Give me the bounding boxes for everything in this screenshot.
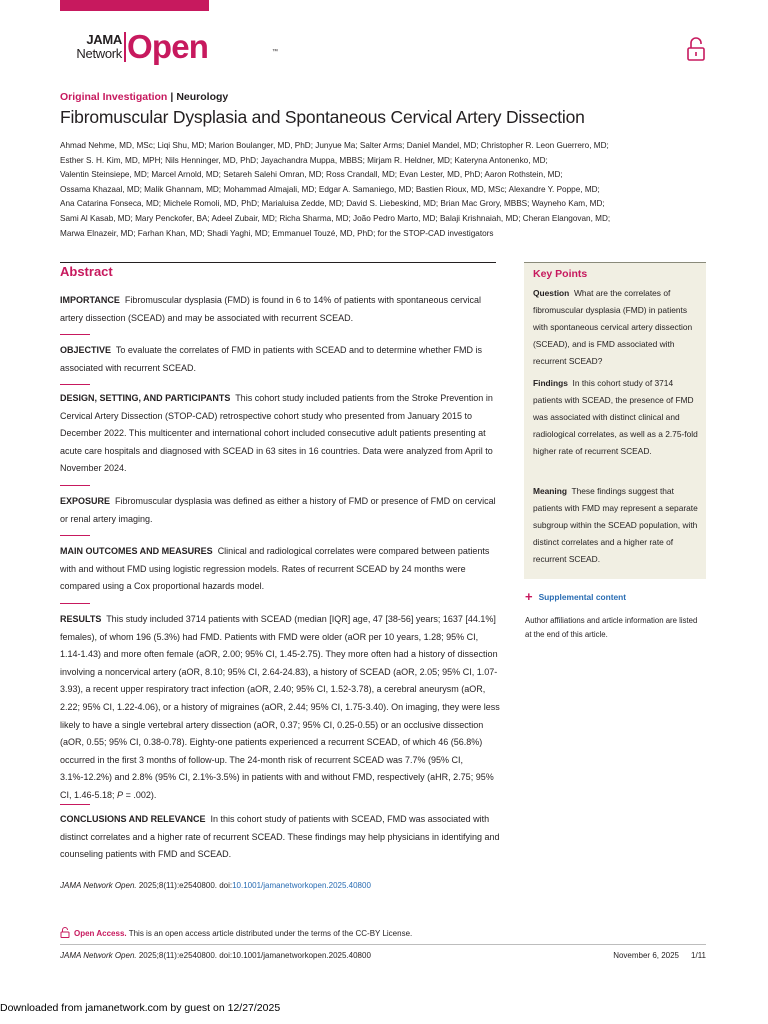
abstract-heading: Abstract: [60, 264, 113, 279]
abstract-top-rule: [60, 262, 496, 263]
section-text: To evaluate the correlates of FMD in patients with SCEAD and to determine whether FMD is associated with recurrent SCEAD.: [60, 345, 483, 373]
top-accent-bar: [60, 0, 209, 11]
abstract-importance: [60, 292, 500, 327]
abstract-divider: [60, 535, 90, 536]
abstract-results: [60, 611, 500, 805]
key-point-text: These findings suggest that patients with FMD may represent a separate subgroup within the SCEAD population, with distinct correlates and a higher rate of recurrent SCEAD.: [533, 486, 698, 564]
p-value: = .002).: [123, 789, 157, 800]
key-point-meaning: [533, 483, 703, 568]
abstract-exposure: [60, 493, 500, 528]
abstract-objective: [60, 342, 500, 377]
key-point-question: [533, 285, 703, 370]
section-text: In this cohort study of patients with SCEAD, FMD was associated with distinct correlates and a higher rate of recurrent SCEAD. These findings may help physicians in identifying and counseling patients with FMD and SCEAD.: [60, 814, 500, 860]
abstract-divider: [60, 334, 90, 335]
open-access-label: Open Access.: [74, 929, 127, 938]
section-label: IMPORTANCE: [60, 295, 120, 305]
logo-trademark: ™: [272, 49, 278, 55]
section-text: This cohort study included patients from the Stroke Prevention in Cervical Artery Dissection (STOP-CAD) retrospective cohort study who presented from January 2015 to December 2022. This multicenter and international cohort included consecutive adult patients presenting at acute care hospitals and diagnosed with SCEAD in 63 sites in 16 countries. Data were analyzed from April to November 2024.: [60, 393, 493, 474]
doi-link[interactable]: 10.1001/jamanetworkopen.2025.40800: [232, 881, 371, 890]
author-line: Sami Al Kasab, MD; Mary Penckofer, BA; Adeel Zubair, MD; Richa Sharma, MD; João Pedro Marto, MD; Balaji Krishnaiah, MD; Cheran Elangovan, MD;: [60, 213, 611, 223]
section-text: Fibromuscular dysplasia (FMD) is found in 6 to 14% of patients with spontaneous cervical artery dissection (SCEAD) and may be associated with recurrent SCEAD.: [60, 295, 482, 323]
citation-journal: JAMA Network Open.: [60, 881, 137, 890]
footer-journal: JAMA Network Open.: [60, 951, 137, 960]
logo-open: Open: [127, 28, 209, 65]
plus-icon: +: [525, 589, 533, 604]
author-line: Ahmad Nehme, MD, MSc; Liqi Shu, MD; Marion Boulanger, MD, PhD; Junyue Ma; Salter Arms; Daniel Mandel, MD; Christopher R. Leon Guerrero, MD;: [60, 141, 609, 150]
footer-meta: [613, 950, 706, 962]
abstract-divider: [60, 485, 90, 486]
key-point-label: Question: [533, 288, 570, 298]
key-point-label: Findings: [533, 378, 568, 388]
open-access-statement: [60, 927, 412, 940]
footer-details: 2025;8(11):e2540800. doi:10.1001/jamanetworkopen.2025.40800: [136, 951, 371, 960]
page-number: 1/11: [691, 951, 706, 960]
footer-citation: [60, 950, 371, 962]
logo-network: Network: [76, 46, 122, 61]
abstract-design: [60, 390, 500, 478]
open-access-text: This is an open access article distributed under the terms of the CC-BY License.: [126, 929, 413, 938]
author-line: Valentin Steinsiepe, MD; Marcel Arnold, MD; Setareh Salehi Omran, MD; Ross Crandall, MD; Evan Lester, MD, PhD; Aaron Rothstein, MD;: [60, 170, 563, 180]
section-text: Clinical and radiological correlates were compared between patients with and without FMD using logistic regression models. Rates of recurrent SCEAD by 24 months were compared using a Cox proportional hazards model.: [60, 546, 490, 592]
abstract-divider: [60, 384, 90, 385]
section-text: Fibromuscular dysplasia was defined as either a history of FMD or presence of FMD on cervical or renal artery imaging.: [60, 496, 496, 524]
author-list: [60, 139, 710, 241]
author-line: Ossama Khazaal, MD; Malik Ghannam, MD; Mohammad Almajali, MD; Edgar A. Samaniego, MD; Bastien Rioux, MD, MSc; Alexandre Y. Poppe, MD;: [60, 184, 600, 194]
open-lock-icon: [60, 927, 70, 938]
article-topic: Neurology: [176, 91, 229, 103]
abstract-divider: [60, 603, 90, 604]
article-title: Fibromuscular Dysplasia and Spontaneous Cervical Artery Dissection: [60, 107, 585, 127]
section-label: RESULTS: [60, 614, 102, 624]
section-label: OBJECTIVE: [60, 345, 112, 355]
section-label: CONCLUSIONS AND RELEVANCE: [60, 814, 206, 824]
key-point-text: What are the correlates of fibromuscular dysplasia (FMD) in patients with spontaneous cervical artery dissection (SCEAD), and is FMD associated with recurrent SCEAD?: [533, 288, 693, 366]
abstract-outcomes: [60, 543, 500, 596]
affiliations-note: Author affiliations and article information are listed at the end of this article.: [525, 616, 698, 639]
key-points-heading: Key Points: [533, 268, 588, 280]
section-text: This study included 3714 patients with SCEAD (median [IQR] age, 47 [38-56] years; 1637 [44.1%] females), of whom 196 (5.3%) had FMD. Patients with FMD were older (aOR per 10 years, 1.28; 95% CI, 1.14-1.43) and more often female (aOR, 2.00; 95% CI, 1.45-2.75). They more often had a history of dissection involving a noncervical artery (aOR, 8.10; 95% CI, 2.64-24.83), a history of SCEAD (aOR, 2.05; 95% CI, 1.07-3.93), a recent upper respiratory tract infection (aOR, 2.40; 95% CI, 1.52-3.78), a cerebral aneurysm (aOR, 2.22; 95% CI, 1.22-4.06), or a history of migraines (aOR, 2.44; 95% CI, 1.75-3.40). On imaging, they were less likely to have a single vertebral artery dissection (aOR, 0.37; 95% CI, 0.25-0.55) or an occlusive dissection (aOR, 0.55; 95% CI, 0.38-0.78). Eighty-one patients experienced a recurrent SCEAD, of which 46 (56.8%) occurred in the first 3 months of follow-up. The 24-month risk of recurrent SCEAD was 7.7% (95% CI, 3.1%-12.2%) and 2.8% (95% CI, 2.1%-3.5%) in patients with and without FMD, respectively (aHR, 2.75; 95% CI, 1.46-5.18;: [60, 614, 500, 800]
section-label: MAIN OUTCOMES AND MEASURES: [60, 546, 213, 556]
download-notice: Downloaded from jamanetwork.com by guest on 12/27/2025: [0, 1002, 281, 1014]
supplemental-content-link[interactable]: [525, 591, 626, 603]
citation-details: 2025;8(11):e2540800. doi:: [136, 881, 233, 890]
footer-date: November 6, 2025: [613, 951, 680, 960]
section-label: EXPOSURE: [60, 496, 111, 506]
footer-rule: [60, 944, 706, 945]
logo-jama: JAMA: [86, 32, 122, 47]
author-line: Esther S. H. Kim, MD, MPH; Nils Henninger, MD, PhD; Jayachandra Muppa, MBBS; Mirjam R. Heldner, MD; Kateryna Antonenko, MD;: [60, 155, 548, 165]
key-point-findings: [533, 375, 703, 460]
article-type: Original Investigation: [60, 91, 168, 103]
p-symbol: P: [117, 789, 124, 800]
supplemental-label: Supplemental content: [538, 592, 627, 602]
label-separator: |: [170, 91, 174, 103]
abstract-divider: [60, 804, 90, 805]
abstract-conclusions: [60, 811, 500, 864]
author-line: Marwa Elnazeir, MD; Farhan Khan, MD; Shadi Yaghi, MD; Emmanuel Touzé, MD, PhD; for the STOP-CAD investigators: [60, 228, 494, 238]
section-label: DESIGN, SETTING, AND PARTICIPANTS: [60, 393, 231, 403]
logo-divider: [124, 32, 126, 62]
key-point-text: In this cohort study of 3714 patients with SCEAD, the presence of FMD was associated with distinct clinical and radiological correlates, as well as a 2.75-fold higher rate of recurrent SCEAD.: [533, 378, 698, 456]
author-line: Ana Catarina Fonseca, MD; Michele Romoli, MD, PhD; Marialuisa Zedde, MD; David S. Liebeskind, MD; Brian Mac Grory, MBBS; Wayneho Kam, MD;: [60, 199, 605, 209]
article-section-label: [60, 91, 228, 104]
key-point-label: Meaning: [533, 486, 567, 496]
key-points-box: [524, 262, 706, 579]
open-access-lock-icon: [686, 36, 706, 62]
citation-line: [60, 880, 371, 892]
